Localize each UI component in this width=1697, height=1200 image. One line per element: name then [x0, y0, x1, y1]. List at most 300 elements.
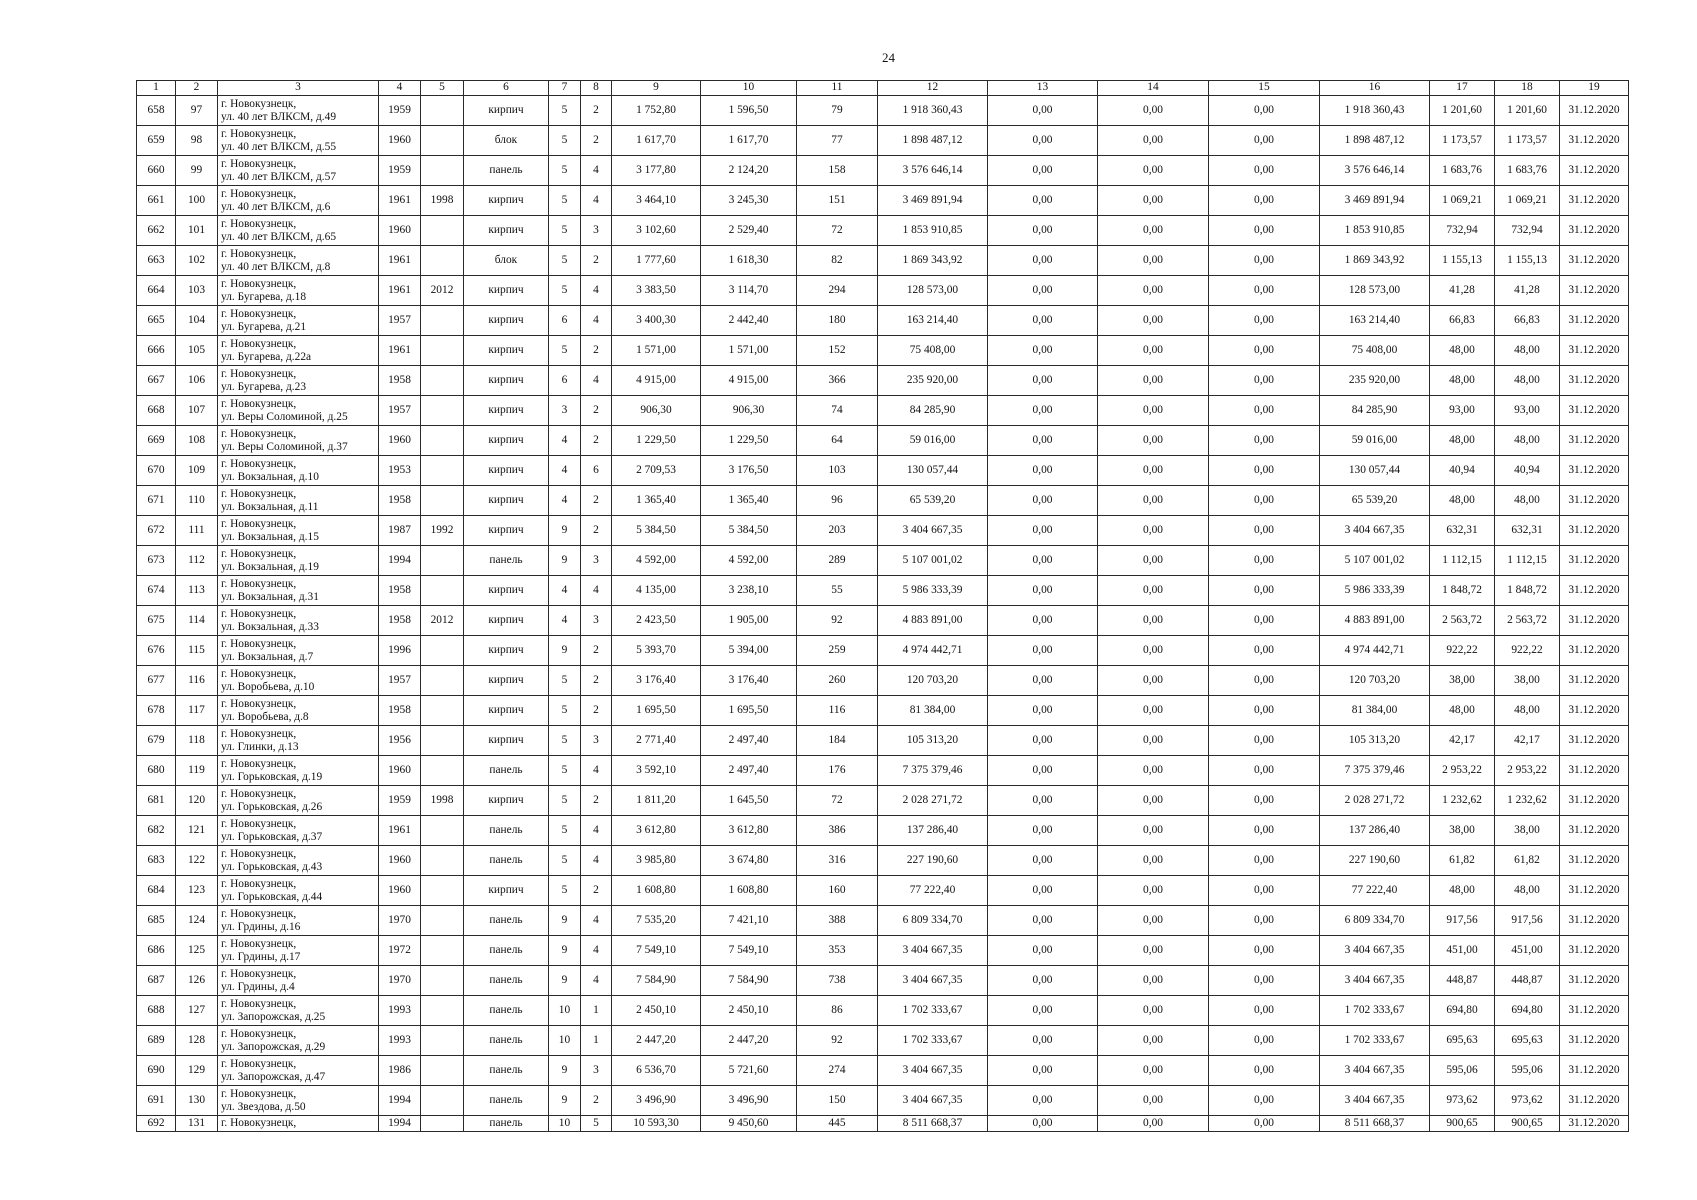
cell-col-15: 0,00: [1209, 276, 1320, 306]
cell-col-11: 92: [797, 1026, 878, 1056]
table-row: [137, 96, 1629, 126]
cell-col-17: 38,00: [1430, 666, 1495, 696]
cell-col-2: 103: [176, 276, 218, 306]
cell-col-18: 448,87: [1495, 966, 1560, 996]
cell-col-5: 2012: [421, 606, 464, 636]
cell-col-6: кирпич: [464, 186, 549, 216]
cell-col-17: 900,65: [1430, 1116, 1495, 1132]
cell-col-3: [218, 966, 379, 996]
cell-col-9: 3 102,60: [612, 216, 701, 246]
cell-col-8: 4: [581, 186, 612, 216]
cell-col-10: 2 442,40: [701, 306, 797, 336]
cell-col-10: 3 176,40: [701, 666, 797, 696]
table-row: [137, 1116, 1629, 1132]
cell-col-10: 3 245,30: [701, 186, 797, 216]
cell-col-6: кирпич: [464, 726, 549, 756]
cell-col-13: 0,00: [988, 576, 1098, 606]
cell-col-1: 683: [137, 846, 176, 876]
cell-col-13: 0,00: [988, 606, 1098, 636]
address-city: г. Новокузнецк,: [221, 547, 297, 560]
cell-col-3: [218, 1056, 379, 1086]
cell-col-3: [218, 1086, 379, 1116]
cell-col-19: 31.12.2020: [1560, 276, 1629, 306]
column-header-17: 17: [1430, 81, 1495, 96]
cell-col-2: 110: [176, 486, 218, 516]
address-city: г. Новокузнецк,: [221, 1057, 297, 1070]
cell-col-6: кирпич: [464, 516, 549, 546]
cell-col-18: 48,00: [1495, 426, 1560, 456]
cell-col-10: 2 497,40: [701, 726, 797, 756]
cell-col-17: 695,63: [1430, 1026, 1495, 1056]
cell-col-3: [218, 336, 379, 366]
cell-col-11: 180: [797, 306, 878, 336]
cell-col-10: 3 238,10: [701, 576, 797, 606]
cell-col-14: 0,00: [1098, 876, 1209, 906]
address-street: ул. Вокзальная, д.33: [221, 620, 319, 633]
cell-col-9: 3 176,40: [612, 666, 701, 696]
cell-col-9: 3 592,10: [612, 756, 701, 786]
cell-col-15: 0,00: [1209, 396, 1320, 426]
cell-col-10: 4 915,00: [701, 366, 797, 396]
table-row: [137, 696, 1629, 726]
cell-col-14: 0,00: [1098, 696, 1209, 726]
cell-col-12: 3 469 891,94: [878, 186, 988, 216]
cell-col-17: 694,80: [1430, 996, 1495, 1026]
cell-col-3: [218, 456, 379, 486]
table-row: [137, 666, 1629, 696]
cell-col-7: 6: [549, 366, 581, 396]
cell-col-10: 7 584,90: [701, 966, 797, 996]
address-street: ул. Бугарева, д.22а: [221, 350, 312, 363]
cell-col-6: панель: [464, 546, 549, 576]
cell-col-2: 111: [176, 516, 218, 546]
cell-col-17: 61,82: [1430, 846, 1495, 876]
address-city: г. Новокузнецк,: [221, 817, 297, 830]
cell-col-9: 6 536,70: [612, 1056, 701, 1086]
address-city: г. Новокузнецк,: [221, 97, 297, 110]
cell-col-8: 3: [581, 606, 612, 636]
cell-col-11: 150: [797, 1086, 878, 1116]
cell-col-7: 9: [549, 516, 581, 546]
address-street: ул. Звездова, д.50: [221, 1100, 306, 1113]
column-header-12: 12: [878, 81, 988, 96]
address-city: г. Новокузнецк,: [221, 997, 297, 1010]
cell-col-5: [421, 936, 464, 966]
cell-col-16: 3 404 667,35: [1320, 1086, 1430, 1116]
cell-col-8: 4: [581, 366, 612, 396]
cell-col-16: 1 869 343,92: [1320, 246, 1430, 276]
cell-col-13: 0,00: [988, 186, 1098, 216]
cell-col-17: 922,22: [1430, 636, 1495, 666]
cell-col-6: кирпич: [464, 336, 549, 366]
cell-col-19: 31.12.2020: [1560, 126, 1629, 156]
cell-col-1: 669: [137, 426, 176, 456]
address-street: ул. Воробьева, д.10: [221, 680, 315, 693]
cell-col-10: 1 905,00: [701, 606, 797, 636]
cell-col-14: 0,00: [1098, 816, 1209, 846]
cell-col-13: 0,00: [988, 216, 1098, 246]
cell-col-8: 2: [581, 396, 612, 426]
cell-col-12: 59 016,00: [878, 426, 988, 456]
cell-col-12: 128 573,00: [878, 276, 988, 306]
cell-col-16: 163 214,40: [1320, 306, 1430, 336]
cell-col-8: 4: [581, 816, 612, 846]
cell-col-2: 109: [176, 456, 218, 486]
cell-col-11: 82: [797, 246, 878, 276]
cell-col-2: 114: [176, 606, 218, 636]
table-row: [137, 606, 1629, 636]
cell-col-17: 48,00: [1430, 486, 1495, 516]
cell-col-8: 4: [581, 906, 612, 936]
cell-col-9: 3 464,10: [612, 186, 701, 216]
cell-col-11: 96: [797, 486, 878, 516]
address-street: ул. Грдины, д.17: [221, 950, 301, 963]
cell-col-15: 0,00: [1209, 126, 1320, 156]
cell-col-4: 1994: [379, 1086, 421, 1116]
cell-col-5: [421, 1086, 464, 1116]
cell-col-16: 3 404 667,35: [1320, 516, 1430, 546]
cell-col-8: 4: [581, 576, 612, 606]
cell-col-2: 116: [176, 666, 218, 696]
cell-col-9: 7 535,20: [612, 906, 701, 936]
cell-col-12: 6 809 334,70: [878, 906, 988, 936]
address-street: ул. Вокзальная, д.19: [221, 560, 319, 573]
cell-col-9: 2 447,20: [612, 1026, 701, 1056]
cell-col-5: [421, 486, 464, 516]
cell-col-15: 0,00: [1209, 546, 1320, 576]
cell-col-19: 31.12.2020: [1560, 756, 1629, 786]
table-row: [137, 366, 1629, 396]
cell-col-16: 65 539,20: [1320, 486, 1430, 516]
cell-col-18: 1 848,72: [1495, 576, 1560, 606]
cell-col-12: 75 408,00: [878, 336, 988, 366]
cell-col-3: [218, 786, 379, 816]
cell-col-18: 1 173,57: [1495, 126, 1560, 156]
cell-col-18: 48,00: [1495, 876, 1560, 906]
cell-col-4: 1957: [379, 396, 421, 426]
cell-col-16: 4 974 442,71: [1320, 636, 1430, 666]
cell-col-4: 1961: [379, 276, 421, 306]
address-street: ул. Горьковская, д.19: [221, 770, 323, 783]
cell-col-2: 104: [176, 306, 218, 336]
cell-col-17: 917,56: [1430, 906, 1495, 936]
cell-col-8: 2: [581, 696, 612, 726]
cell-col-13: 0,00: [988, 546, 1098, 576]
cell-col-8: 4: [581, 846, 612, 876]
cell-col-13: 0,00: [988, 456, 1098, 486]
cell-col-7: 5: [549, 156, 581, 186]
address-street: ул. Горьковская, д.43: [221, 860, 323, 873]
cell-col-4: 1961: [379, 246, 421, 276]
cell-col-18: 42,17: [1495, 726, 1560, 756]
table-row: [137, 306, 1629, 336]
cell-col-1: 666: [137, 336, 176, 366]
cell-col-1: 678: [137, 696, 176, 726]
cell-col-6: кирпич: [464, 426, 549, 456]
cell-col-12: 163 214,40: [878, 306, 988, 336]
cell-col-18: 732,94: [1495, 216, 1560, 246]
cell-col-9: 2 423,50: [612, 606, 701, 636]
cell-col-11: 274: [797, 1056, 878, 1086]
cell-col-19: 31.12.2020: [1560, 96, 1629, 126]
cell-col-1: 687: [137, 966, 176, 996]
cell-col-5: [421, 1056, 464, 1086]
cell-col-10: 7 421,10: [701, 906, 797, 936]
cell-col-8: 2: [581, 666, 612, 696]
table-row: [137, 186, 1629, 216]
address-city: г. Новокузнецк,: [221, 277, 297, 290]
address-street: ул. Запорожская, д.25: [221, 1010, 326, 1023]
cell-col-16: 3 404 667,35: [1320, 966, 1430, 996]
table-row: [137, 996, 1629, 1026]
cell-col-6: кирпич: [464, 606, 549, 636]
cell-col-6: панель: [464, 1086, 549, 1116]
cell-col-15: 0,00: [1209, 1116, 1320, 1132]
cell-col-4: 1961: [379, 816, 421, 846]
column-header-18: 18: [1495, 81, 1560, 96]
cell-col-9: 3 985,80: [612, 846, 701, 876]
cell-col-2: 105: [176, 336, 218, 366]
cell-col-9: 1 229,50: [612, 426, 701, 456]
cell-col-5: [421, 336, 464, 366]
cell-col-1: 689: [137, 1026, 176, 1056]
cell-col-6: панель: [464, 906, 549, 936]
cell-col-19: 31.12.2020: [1560, 1026, 1629, 1056]
cell-col-7: 5: [549, 696, 581, 726]
cell-col-12: 84 285,90: [878, 396, 988, 426]
cell-col-3: [218, 606, 379, 636]
cell-col-13: 0,00: [988, 1086, 1098, 1116]
cell-col-15: 0,00: [1209, 1026, 1320, 1056]
cell-col-6: кирпич: [464, 96, 549, 126]
cell-col-19: 31.12.2020: [1560, 486, 1629, 516]
cell-col-10: 1 645,50: [701, 786, 797, 816]
cell-col-12: 3 404 667,35: [878, 966, 988, 996]
cell-col-8: 1: [581, 1026, 612, 1056]
cell-col-9: 3 383,50: [612, 276, 701, 306]
cell-col-9: 1 777,60: [612, 246, 701, 276]
cell-col-3: [218, 726, 379, 756]
cell-col-5: [421, 996, 464, 1026]
cell-col-15: 0,00: [1209, 186, 1320, 216]
table-row: [137, 126, 1629, 156]
cell-col-8: 2: [581, 486, 612, 516]
cell-col-3: [218, 876, 379, 906]
cell-col-4: 1970: [379, 966, 421, 996]
cell-col-15: 0,00: [1209, 156, 1320, 186]
cell-col-1: 685: [137, 906, 176, 936]
cell-col-7: 5: [549, 666, 581, 696]
cell-col-19: 31.12.2020: [1560, 606, 1629, 636]
cell-col-17: 1 683,76: [1430, 156, 1495, 186]
address-street: ул. Бугарева, д.23: [221, 380, 307, 393]
cell-col-14: 0,00: [1098, 786, 1209, 816]
cell-col-9: 3 612,80: [612, 816, 701, 846]
cell-col-6: кирпич: [464, 276, 549, 306]
cell-col-9: 5 384,50: [612, 516, 701, 546]
column-header-3: 3: [218, 81, 379, 96]
cell-col-14: 0,00: [1098, 306, 1209, 336]
address-city: г. Новокузнецк,: [221, 847, 297, 860]
cell-col-17: 973,62: [1430, 1086, 1495, 1116]
cell-col-4: 1957: [379, 666, 421, 696]
cell-col-19: 31.12.2020: [1560, 786, 1629, 816]
cell-col-16: 5 986 333,39: [1320, 576, 1430, 606]
cell-col-14: 0,00: [1098, 426, 1209, 456]
cell-col-8: 3: [581, 216, 612, 246]
column-header-9: 9: [612, 81, 701, 96]
cell-col-2: 124: [176, 906, 218, 936]
cell-col-8: 4: [581, 966, 612, 996]
address-city: г. Новокузнецк,: [221, 907, 297, 920]
cell-col-19: 31.12.2020: [1560, 336, 1629, 366]
cell-col-11: 388: [797, 906, 878, 936]
cell-col-16: 77 222,40: [1320, 876, 1430, 906]
cell-col-7: 4: [549, 486, 581, 516]
cell-col-13: 0,00: [988, 126, 1098, 156]
cell-col-9: 2 450,10: [612, 996, 701, 1026]
cell-col-7: 9: [549, 906, 581, 936]
cell-col-3: [218, 1026, 379, 1056]
cell-col-1: 679: [137, 726, 176, 756]
cell-col-4: 1993: [379, 1026, 421, 1056]
cell-col-9: 3 496,90: [612, 1086, 701, 1116]
cell-col-14: 0,00: [1098, 96, 1209, 126]
cell-col-5: 1998: [421, 786, 464, 816]
address-city: г. Новокузнецк,: [221, 217, 297, 230]
cell-col-15: 0,00: [1209, 576, 1320, 606]
cell-col-4: 1961: [379, 186, 421, 216]
cell-col-14: 0,00: [1098, 456, 1209, 486]
cell-col-12: 1 898 487,12: [878, 126, 988, 156]
cell-col-18: 595,06: [1495, 1056, 1560, 1086]
cell-col-12: 5 107 001,02: [878, 546, 988, 576]
cell-col-4: 1994: [379, 1116, 421, 1132]
table-row: [137, 156, 1629, 186]
address-city: г. Новокузнецк,: [221, 727, 297, 740]
cell-col-9: 7 584,90: [612, 966, 701, 996]
cell-col-5: [421, 1116, 464, 1132]
cell-col-2: 128: [176, 1026, 218, 1056]
table-row: [137, 1086, 1629, 1116]
cell-col-15: 0,00: [1209, 456, 1320, 486]
address-street: ул. 40 лет ВЛКСМ, д.65: [221, 230, 337, 243]
cell-col-4: 1960: [379, 876, 421, 906]
cell-col-18: 973,62: [1495, 1086, 1560, 1116]
table-row: [137, 516, 1629, 546]
table-row: [137, 276, 1629, 306]
cell-col-6: кирпич: [464, 366, 549, 396]
table-row: [137, 816, 1629, 846]
cell-col-7: 5: [549, 246, 581, 276]
cell-col-2: 121: [176, 816, 218, 846]
cell-col-14: 0,00: [1098, 726, 1209, 756]
cell-col-10: 3 176,50: [701, 456, 797, 486]
cell-col-19: 31.12.2020: [1560, 186, 1629, 216]
cell-col-18: 1 683,76: [1495, 156, 1560, 186]
cell-col-19: 31.12.2020: [1560, 1086, 1629, 1116]
cell-col-10: 1 618,30: [701, 246, 797, 276]
cell-col-14: 0,00: [1098, 366, 1209, 396]
address-city: г. Новокузнецк,: [221, 307, 297, 320]
table-row: [137, 216, 1629, 246]
table-row: [137, 636, 1629, 666]
cell-col-17: 2 953,22: [1430, 756, 1495, 786]
cell-col-1: 676: [137, 636, 176, 666]
address-street: ул. 40 лет ВЛКСМ, д.55: [221, 140, 337, 153]
cell-col-3: [218, 756, 379, 786]
cell-col-19: 31.12.2020: [1560, 216, 1629, 246]
cell-col-4: 1957: [379, 306, 421, 336]
cell-col-12: 4 883 891,00: [878, 606, 988, 636]
cell-col-3: [218, 936, 379, 966]
address-street: ул. Бугарева, д.21: [221, 320, 307, 333]
cell-col-3: [218, 696, 379, 726]
cell-col-14: 0,00: [1098, 966, 1209, 996]
cell-col-10: 1 596,50: [701, 96, 797, 126]
cell-col-18: 61,82: [1495, 846, 1560, 876]
cell-col-2: 98: [176, 126, 218, 156]
address-street: ул. Горьковская, д.37: [221, 830, 323, 843]
cell-col-1: 684: [137, 876, 176, 906]
address-street: ул. Воробьева, д.8: [221, 710, 309, 723]
cell-col-19: 31.12.2020: [1560, 516, 1629, 546]
address-city: г. Новокузнецк,: [221, 457, 297, 470]
cell-col-1: 686: [137, 936, 176, 966]
cell-col-18: 695,63: [1495, 1026, 1560, 1056]
cell-col-12: 4 974 442,71: [878, 636, 988, 666]
cell-col-15: 0,00: [1209, 636, 1320, 666]
cell-col-2: 112: [176, 546, 218, 576]
cell-col-12: 3 404 667,35: [878, 1086, 988, 1116]
cell-col-18: 48,00: [1495, 486, 1560, 516]
cell-col-4: 1986: [379, 1056, 421, 1086]
address-street: ул. 40 лет ВЛКСМ, д.49: [221, 110, 337, 123]
cell-col-8: 4: [581, 306, 612, 336]
cell-col-5: [421, 546, 464, 576]
cell-col-19: 31.12.2020: [1560, 1116, 1629, 1132]
cell-col-4: 1959: [379, 786, 421, 816]
cell-col-16: 81 384,00: [1320, 696, 1430, 726]
cell-col-7: 5: [549, 786, 581, 816]
cell-col-13: 0,00: [988, 1056, 1098, 1086]
cell-col-10: 3 612,80: [701, 816, 797, 846]
cell-col-18: 900,65: [1495, 1116, 1560, 1132]
cell-col-11: 260: [797, 666, 878, 696]
cell-col-3: [218, 426, 379, 456]
cell-col-3: [218, 576, 379, 606]
cell-col-2: 119: [176, 756, 218, 786]
cell-col-6: кирпич: [464, 396, 549, 426]
cell-col-15: 0,00: [1209, 1056, 1320, 1086]
table-row: [137, 336, 1629, 366]
cell-col-19: 31.12.2020: [1560, 696, 1629, 726]
address-street: ул. Вокзальная, д.7: [221, 650, 314, 663]
cell-col-12: 8 511 668,37: [878, 1116, 988, 1132]
table-row: [137, 546, 1629, 576]
address-city: г. Новокузнецк,: [221, 247, 297, 260]
cell-col-4: 1958: [379, 696, 421, 726]
cell-col-12: 3 576 646,14: [878, 156, 988, 186]
cell-col-17: 41,28: [1430, 276, 1495, 306]
cell-col-8: 4: [581, 756, 612, 786]
cell-col-12: 1 853 910,85: [878, 216, 988, 246]
cell-col-6: кирпич: [464, 216, 549, 246]
cell-col-13: 0,00: [988, 846, 1098, 876]
cell-col-16: 128 573,00: [1320, 276, 1430, 306]
cell-col-11: 64: [797, 426, 878, 456]
cell-col-10: 9 450,60: [701, 1116, 797, 1132]
